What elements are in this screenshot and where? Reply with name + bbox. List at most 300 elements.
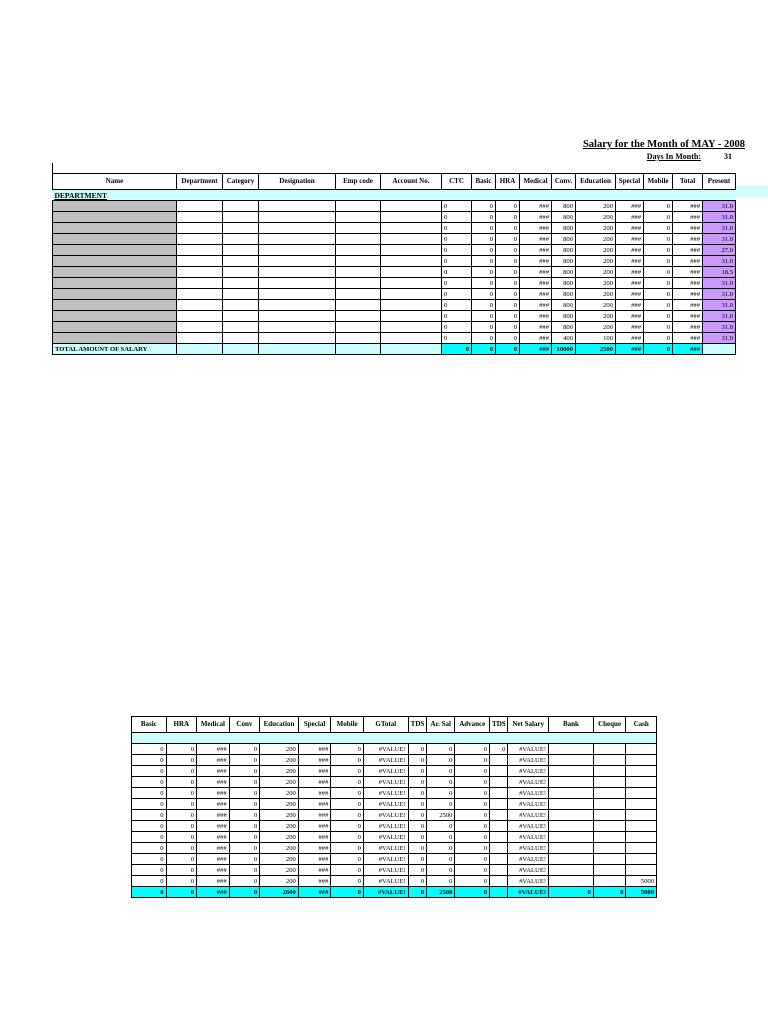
payment-row	[132, 843, 657, 854]
tds2-cell	[490, 876, 508, 887]
basic-cell: 0	[132, 854, 167, 865]
advance-cell: 0	[455, 821, 490, 832]
medical-cell: ###	[520, 256, 552, 267]
mobile-cell: 0	[644, 223, 673, 234]
medical-cell: ###	[197, 799, 230, 810]
empty-cell	[177, 311, 223, 322]
col-header: Education	[576, 174, 616, 190]
mobile-cell: 0	[331, 766, 364, 777]
medical-cell: ###	[520, 278, 552, 289]
total-education: 2600	[260, 887, 299, 898]
name-cell	[53, 223, 177, 234]
bank-cell	[549, 810, 594, 821]
bank-cell	[549, 755, 594, 766]
conv-cell: 800	[552, 322, 576, 333]
total-cell: ###	[673, 289, 703, 300]
hra-cell: 0	[166, 832, 197, 843]
col-header: Bank	[549, 717, 594, 733]
cash-cell	[626, 755, 657, 766]
hra-cell: 0	[166, 766, 197, 777]
cash-cell: 5000	[626, 876, 657, 887]
education-cell: 200	[260, 832, 299, 843]
present-cell: 31.0	[703, 212, 736, 223]
conv-cell: 0	[229, 865, 260, 876]
education-cell: 200	[576, 289, 616, 300]
col-header: Medical	[197, 717, 230, 733]
special-cell: ###	[616, 322, 644, 333]
empty-cell	[336, 322, 381, 333]
col-header: Mobile	[331, 717, 364, 733]
medical-cell: ###	[197, 755, 230, 766]
hra-cell: 0	[496, 333, 520, 344]
present-cell: 31.0	[703, 223, 736, 234]
gtotal-cell: #VALUE!	[363, 854, 408, 865]
conv-cell: 0	[229, 777, 260, 788]
total-conv: 0	[229, 887, 260, 898]
special-cell: ###	[298, 876, 331, 887]
bank-cell	[549, 865, 594, 876]
payment-table	[131, 716, 657, 898]
advance-cell: 0	[455, 843, 490, 854]
arsal-cell: 0	[426, 821, 454, 832]
advance-cell: 0	[455, 744, 490, 755]
col-header: Medical	[520, 174, 552, 190]
basic-cell: 0	[472, 234, 496, 245]
mobile-cell: 0	[331, 854, 364, 865]
basic-cell: 0	[472, 223, 496, 234]
medical-cell: ###	[197, 843, 230, 854]
mobile-cell: 0	[331, 832, 364, 843]
bank-cell	[549, 766, 594, 777]
ctc-cell: 0	[442, 333, 472, 344]
hra-cell: 0	[496, 311, 520, 322]
name-cell	[53, 300, 177, 311]
basic-cell: 0	[472, 333, 496, 344]
arsal-cell: 0	[426, 832, 454, 843]
days-value: 31	[724, 152, 732, 161]
total-cell: ###	[673, 278, 703, 289]
tds2-cell	[490, 766, 508, 777]
total-medical: ###	[197, 887, 230, 898]
conv-cell: 0	[229, 799, 260, 810]
special-cell: ###	[616, 267, 644, 278]
ctc-cell: 0	[442, 267, 472, 278]
special-cell: ###	[298, 766, 331, 777]
tds2-cell	[490, 854, 508, 865]
total-cell: ###	[673, 300, 703, 311]
hra-cell: 0	[166, 821, 197, 832]
medical-cell: ###	[520, 322, 552, 333]
tds2-cell	[490, 843, 508, 854]
conv-cell: 800	[552, 201, 576, 212]
net-cell: #VALUE!	[508, 744, 549, 755]
conv-cell: 800	[552, 256, 576, 267]
advance-cell: 0	[455, 766, 490, 777]
total-total: ###	[673, 344, 703, 355]
total-cell: ###	[673, 333, 703, 344]
special-cell: ###	[616, 223, 644, 234]
total-net: #VALUE!	[508, 887, 549, 898]
employee-row	[53, 245, 736, 256]
col-header: Present	[703, 174, 736, 190]
advance-cell: 0	[455, 788, 490, 799]
total-cell: ###	[673, 256, 703, 267]
basic-cell: 0	[132, 865, 167, 876]
medical-cell: ###	[520, 300, 552, 311]
empty-cell	[223, 278, 259, 289]
employee-row	[53, 212, 736, 223]
col-header: Education	[260, 717, 299, 733]
empty-cell	[259, 333, 336, 344]
education-cell: 200	[576, 223, 616, 234]
mobile-cell: 0	[644, 201, 673, 212]
advance-cell: 0	[455, 799, 490, 810]
total-cheque: 0	[593, 887, 626, 898]
employee-row	[53, 333, 736, 344]
empty-cell	[223, 333, 259, 344]
hra-cell: 0	[496, 212, 520, 223]
ctc-cell: 0	[442, 223, 472, 234]
bank-cell	[549, 876, 594, 887]
payment-row	[132, 854, 657, 865]
col-header: Conv	[229, 717, 260, 733]
special-cell: ###	[616, 256, 644, 267]
ctc-cell: 0	[442, 300, 472, 311]
total-advance: 0	[455, 887, 490, 898]
education-cell: 200	[260, 744, 299, 755]
col-header: Account No.	[381, 174, 442, 190]
gtotal-cell: #VALUE!	[363, 788, 408, 799]
payment-row	[132, 766, 657, 777]
medical-cell: ###	[520, 201, 552, 212]
col-header: Basic	[472, 174, 496, 190]
ctc-cell: 0	[442, 256, 472, 267]
tds-cell: 0	[408, 810, 426, 821]
col-header: Net Salary	[508, 717, 549, 733]
cash-cell	[626, 766, 657, 777]
empty-cell	[259, 300, 336, 311]
education-cell: 200	[260, 788, 299, 799]
medical-cell: ###	[520, 267, 552, 278]
payment-spacer-row	[132, 733, 657, 744]
medical-cell: ###	[520, 234, 552, 245]
empty-cell	[259, 278, 336, 289]
empty-cell	[177, 333, 223, 344]
cheque-cell	[593, 744, 626, 755]
basic-cell: 0	[472, 278, 496, 289]
empty-cell	[177, 201, 223, 212]
total-cell: ###	[673, 234, 703, 245]
gtotal-cell: #VALUE!	[363, 832, 408, 843]
special-cell: ###	[616, 245, 644, 256]
mobile-cell: 0	[331, 821, 364, 832]
empty-cell	[381, 234, 442, 245]
basic-cell: 0	[132, 777, 167, 788]
total-cell: ###	[673, 322, 703, 333]
arsal-cell: 0	[426, 799, 454, 810]
empty-cell	[259, 289, 336, 300]
empty-cell	[336, 278, 381, 289]
payment-header-row	[132, 717, 657, 733]
cash-cell	[626, 799, 657, 810]
col-header: Total	[673, 174, 703, 190]
empty-cell	[381, 311, 442, 322]
empty-cell	[336, 212, 381, 223]
employee-row	[53, 267, 736, 278]
col-header: Basic	[132, 717, 167, 733]
mobile-cell: 0	[331, 843, 364, 854]
department-label: DEPARTMENT	[53, 190, 736, 201]
special-cell: ###	[298, 788, 331, 799]
total-cell: ###	[673, 245, 703, 256]
mobile-cell: 0	[644, 278, 673, 289]
special-cell: ###	[616, 234, 644, 245]
col-header: TDS	[408, 717, 426, 733]
arsal-cell: 0	[426, 766, 454, 777]
sheet-title: Salary for the Month of MAY - 2008	[582, 139, 745, 150]
ctc-cell: 0	[442, 278, 472, 289]
arsal-cell: 0	[426, 865, 454, 876]
days-label: Days In Month:	[646, 152, 701, 161]
gtotal-cell: #VALUE!	[363, 865, 408, 876]
total-arsal: 2500	[426, 887, 454, 898]
mobile-cell: 0	[331, 777, 364, 788]
hra-cell: 0	[166, 854, 197, 865]
mobile-cell: 0	[331, 865, 364, 876]
empty-cell	[381, 344, 442, 355]
tds2-cell	[490, 777, 508, 788]
empty-cell	[177, 289, 223, 300]
empty-cell	[259, 344, 336, 355]
empty-cell	[259, 201, 336, 212]
name-cell	[53, 201, 177, 212]
ctc-cell: 0	[442, 245, 472, 256]
hra-cell: 0	[166, 799, 197, 810]
total-tds: 0	[408, 887, 426, 898]
conv-cell: 800	[552, 212, 576, 223]
basic-cell: 0	[132, 766, 167, 777]
basic-cell: 0	[472, 267, 496, 278]
cash-cell	[626, 865, 657, 876]
conv-cell: 800	[552, 289, 576, 300]
gtotal-cell: #VALUE!	[363, 755, 408, 766]
hra-cell: 0	[166, 777, 197, 788]
payment-row	[132, 755, 657, 766]
education-cell: 200	[576, 311, 616, 322]
empty-cell	[336, 245, 381, 256]
arsal-cell: 0	[426, 744, 454, 755]
mobile-cell: 0	[644, 234, 673, 245]
medical-cell: ###	[197, 876, 230, 887]
hra-cell: 0	[496, 223, 520, 234]
cheque-cell	[593, 843, 626, 854]
education-cell: 200	[576, 267, 616, 278]
basic-cell: 0	[132, 843, 167, 854]
empty-cell	[177, 322, 223, 333]
empty-cell	[336, 256, 381, 267]
conv-cell: 0	[229, 766, 260, 777]
bank-cell	[549, 854, 594, 865]
arsal-cell: 0	[426, 854, 454, 865]
hra-cell: 0	[496, 289, 520, 300]
empty-cell	[223, 311, 259, 322]
tds-cell: 0	[408, 854, 426, 865]
empty-cell	[223, 344, 259, 355]
basic-cell: 0	[132, 832, 167, 843]
tds-cell: 0	[408, 766, 426, 777]
basic-cell: 0	[472, 300, 496, 311]
hra-cell: 0	[496, 300, 520, 311]
payment-row	[132, 777, 657, 788]
cheque-cell	[593, 777, 626, 788]
cheque-cell	[593, 854, 626, 865]
special-cell: ###	[616, 212, 644, 223]
arsal-cell: 0	[426, 777, 454, 788]
arsal-cell: 0	[426, 876, 454, 887]
bank-cell	[549, 744, 594, 755]
col-header: Category	[223, 174, 259, 190]
total-cell: ###	[673, 212, 703, 223]
empty-cell	[381, 300, 442, 311]
conv-cell: 800	[552, 223, 576, 234]
hra-cell: 0	[166, 744, 197, 755]
basic-cell: 0	[472, 245, 496, 256]
mobile-cell: 0	[644, 300, 673, 311]
present-cell: 31.0	[703, 300, 736, 311]
empty-cell	[336, 333, 381, 344]
mobile-cell: 0	[644, 289, 673, 300]
basic-cell: 0	[472, 311, 496, 322]
advance-cell: 0	[455, 755, 490, 766]
medical-cell: ###	[520, 212, 552, 223]
bank-cell	[549, 821, 594, 832]
cheque-cell	[593, 799, 626, 810]
name-cell	[53, 267, 177, 278]
empty-cell	[259, 311, 336, 322]
hra-cell: 0	[166, 788, 197, 799]
conv-cell: 0	[229, 843, 260, 854]
empty-cell	[381, 223, 442, 234]
employee-row	[53, 234, 736, 245]
medical-cell: ###	[197, 832, 230, 843]
medical-cell: ###	[197, 788, 230, 799]
col-header: Ar. Sal	[426, 717, 454, 733]
col-header: Special	[298, 717, 331, 733]
medical-cell: ###	[197, 810, 230, 821]
highlight-stripe	[735, 186, 768, 197]
medical-cell: ###	[520, 245, 552, 256]
total-mobile: 0	[331, 887, 364, 898]
total-medical: ###	[520, 344, 552, 355]
conv-cell: 800	[552, 245, 576, 256]
tds-cell: 0	[408, 832, 426, 843]
col-header: HRA	[166, 717, 197, 733]
education-cell: 200	[260, 821, 299, 832]
employee-row	[53, 256, 736, 267]
education-cell: 200	[576, 234, 616, 245]
basic-cell: 0	[132, 755, 167, 766]
special-cell: ###	[616, 278, 644, 289]
empty-cell	[177, 267, 223, 278]
medical-cell: ###	[520, 333, 552, 344]
payment-row	[132, 810, 657, 821]
empty-cell	[336, 300, 381, 311]
col-header: Advance	[455, 717, 490, 733]
present-cell: 31.0	[703, 289, 736, 300]
education-cell: 200	[576, 212, 616, 223]
arsal-cell: 0	[426, 843, 454, 854]
cheque-cell	[593, 766, 626, 777]
employee-row	[53, 311, 736, 322]
empty-cell	[177, 278, 223, 289]
total-conv: 10000	[552, 344, 576, 355]
empty-cell	[381, 201, 442, 212]
bank-cell	[549, 799, 594, 810]
employee-row	[53, 278, 736, 289]
empty-cell	[177, 223, 223, 234]
col-header: HRA	[496, 174, 520, 190]
empty-cell	[336, 267, 381, 278]
special-cell: ###	[298, 755, 331, 766]
mobile-cell: 0	[644, 256, 673, 267]
tds2-cell	[490, 799, 508, 810]
present-cell: 31.0	[703, 322, 736, 333]
mobile-cell: 0	[331, 788, 364, 799]
tds2-cell	[490, 755, 508, 766]
mobile-cell: 0	[644, 311, 673, 322]
empty-cell	[336, 201, 381, 212]
total-tds2	[490, 887, 508, 898]
mobile-cell: 0	[644, 212, 673, 223]
special-cell: ###	[616, 300, 644, 311]
total-label: TOTAL AMOUNT OF SALARY	[53, 344, 177, 355]
payment-row	[132, 799, 657, 810]
empty-cell	[259, 223, 336, 234]
conv-cell: 0	[229, 876, 260, 887]
empty-cell	[223, 223, 259, 234]
net-cell: #VALUE!	[508, 799, 549, 810]
cash-cell	[626, 854, 657, 865]
name-cell	[53, 212, 177, 223]
gtotal-cell: #VALUE!	[363, 766, 408, 777]
cash-cell	[626, 777, 657, 788]
mobile-cell: 0	[331, 755, 364, 766]
basic-cell: 0	[472, 201, 496, 212]
ctc-cell: 0	[442, 234, 472, 245]
advance-cell: 0	[455, 854, 490, 865]
conv-cell: 800	[552, 267, 576, 278]
mobile-cell: 0	[644, 333, 673, 344]
employee-row	[53, 201, 736, 212]
total-bank: 0	[549, 887, 594, 898]
education-cell: 200	[576, 322, 616, 333]
hra-cell: 0	[166, 865, 197, 876]
basic-cell: 0	[132, 821, 167, 832]
arsal-cell: 0	[426, 755, 454, 766]
empty-cell	[259, 256, 336, 267]
advance-cell: 0	[455, 777, 490, 788]
employee-row	[53, 289, 736, 300]
special-cell: ###	[616, 311, 644, 322]
special-cell: ###	[298, 854, 331, 865]
cheque-cell	[593, 788, 626, 799]
name-cell	[53, 234, 177, 245]
education-cell: 200	[576, 278, 616, 289]
ctc-cell: 0	[442, 212, 472, 223]
total-cell: ###	[673, 201, 703, 212]
mobile-cell: 0	[331, 876, 364, 887]
empty-cell	[703, 344, 736, 355]
